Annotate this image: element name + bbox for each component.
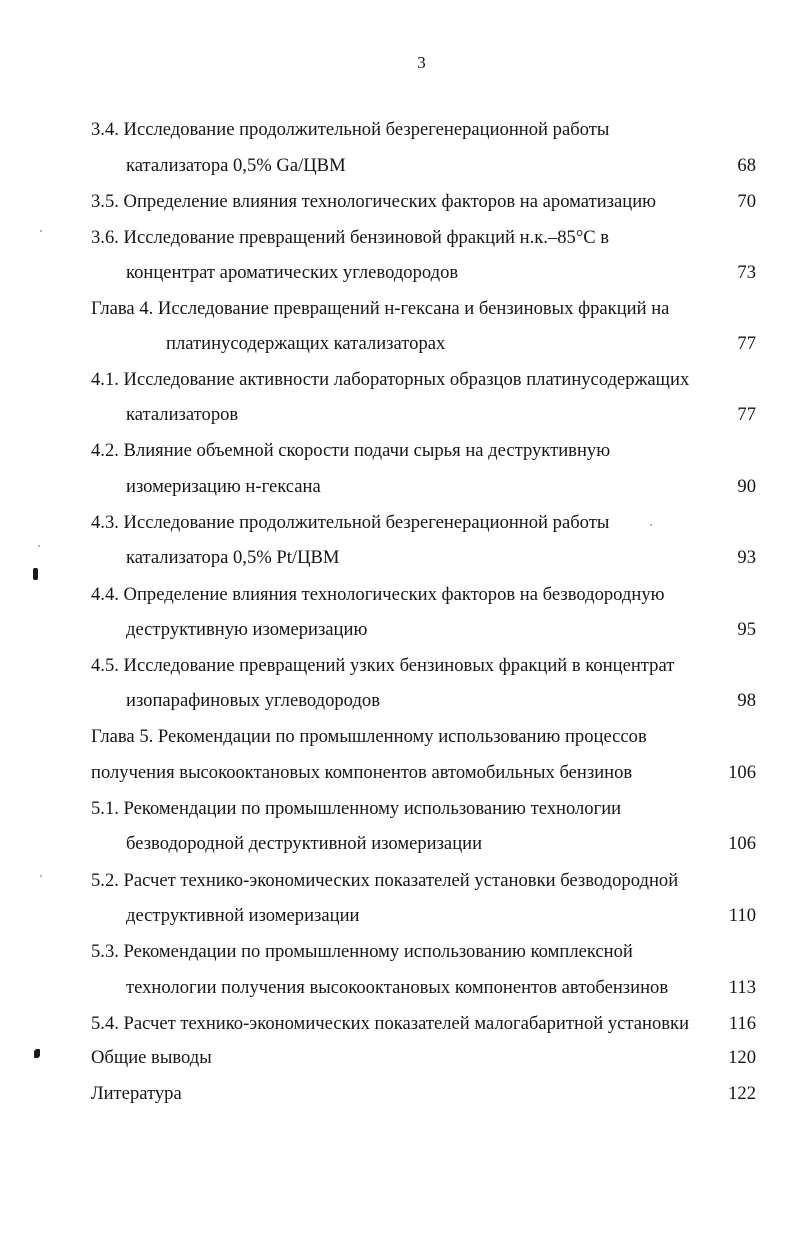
toc-chapter-line [0,724,796,750]
toc-chapter-text: Глава 4. Исследование превращений н-гексана и бензиновых фракций на [91,298,670,319]
toc-page-number: 68 [737,155,756,176]
toc-entry-text: изомеризацию н-гексана [126,476,321,497]
toc-page-number: 116 [728,1013,756,1034]
toc-entry-text: Общие выводы [91,1047,212,1068]
toc-chapter-text: Глава 5. Рекомендации по промышленному использованию процессов [91,726,647,747]
toc-page-number: 70 [737,191,756,212]
toc-entry-text: катализаторов [126,404,239,425]
toc-entry-line [0,868,796,894]
toc-entry-text: Литература [91,1083,182,1104]
toc-entry-line [0,975,796,1001]
toc-entry-text: изопарафиновых углеводородов [126,690,380,711]
toc-page-number: 122 [728,1083,756,1104]
toc-page-number: 110 [728,905,756,926]
toc-entry-line [0,153,796,179]
toc-entry-text: концентрат ароматических углеводородов [126,262,459,283]
toc-entry-text: деструктивной изомеризации [126,905,360,926]
toc-entry-line [0,402,796,428]
toc-page-number: 113 [728,977,756,998]
toc-entry-line [0,1011,796,1037]
toc-entry-text: технологии получения высокооктановых компонентов автобензинов [126,977,669,998]
toc-entry-text: безводородной деструктивной изомеризации [126,833,483,854]
toc-entry-text: деструктивную изомеризацию [126,619,368,640]
toc-page-number: 73 [737,262,756,283]
toc-entry-text: катализатора 0,5% Pt/ЦВМ [126,547,340,568]
toc-entry-line [0,939,796,965]
toc-entry-line [0,189,796,215]
toc-chapter-line [0,760,796,786]
toc-entry-line [0,653,796,679]
toc-entry-text: 5.2. Расчет технико-экономических показателей установки безводородной [91,870,679,891]
toc-page-number: 77 [737,333,756,354]
toc-entry-text: 5.1. Рекомендации по промышленному использованию технологии [91,798,622,819]
toc-page-number: 120 [728,1047,756,1068]
scan-speck [650,524,652,526]
toc-entry-text: катализатора 0,5% Ga/ЦВМ [126,155,346,176]
toc-entry-text: 3.6. Исследование превращений бензиновой фракций н.к.–85°С в [91,227,610,248]
toc-entry-text: 3.5. Определение влияния технологических факторов на ароматизацию [91,191,657,212]
scan-speck [40,875,42,877]
toc-entry-line [0,688,796,714]
toc-entry-text: 4.3. Исследование продолжительной безрегенерационной работы [91,512,610,533]
toc-chapter-line [0,331,796,357]
toc-entry-line [0,796,796,822]
toc-entry-line [0,617,796,643]
toc-entry-text: 3.4. Исследование продолжительной безрегенерационной работы [91,119,610,140]
toc-entry-line [0,1045,796,1071]
scan-mark [33,568,38,580]
page-number: 3 [417,53,426,72]
scan-mark [34,1049,40,1058]
scan-speck [40,230,42,232]
toc-entry-text: 4.2. Влияние объемной скорости подачи сырья на деструктивную [91,440,611,461]
toc-entry-text: 4.5. Исследование превращений узких бензиновых фракций в концентрат [91,655,675,676]
toc-chapter-text: получения высокооктановых компонентов автомобильных бензинов [91,762,633,783]
toc-entry-line [0,367,796,393]
toc-entry-text: 5.3. Рекомендации по промышленному использованию комплексной [91,941,633,962]
toc-chapter-text: платинусодержащих катализаторах [166,333,446,354]
toc-entry-line [0,510,796,536]
toc-page-number: 93 [737,547,756,568]
toc-entry-text: 5.4. Расчет технико-экономических показателей малогабаритной установки [91,1013,690,1034]
toc-chapter-line [0,296,796,322]
toc-entry-line [0,545,796,571]
toc-entry-line [0,1081,796,1107]
toc-page-number: 90 [737,476,756,497]
toc-entry-line [0,117,796,143]
toc-entry-line [0,260,796,286]
toc-entry-line [0,903,796,929]
toc-page-number: 106 [728,833,756,854]
toc-entry-line [0,438,796,464]
toc-page-number: 77 [737,404,756,425]
toc-entry-line [0,225,796,251]
toc-entry-line [0,582,796,608]
scan-speck [38,545,40,547]
toc-entry-text: 4.1. Исследование активности лабораторных образцов платинусодержащих [91,369,690,390]
toc-entry-line [0,474,796,500]
toc-page-number: 106 [728,762,756,783]
toc-entry-line [0,831,796,857]
toc-entry-text: 4.4. Определение влияния технологических факторов на безводородную [91,584,665,605]
toc-page-number: 98 [737,690,756,711]
toc-page-number: 95 [737,619,756,640]
